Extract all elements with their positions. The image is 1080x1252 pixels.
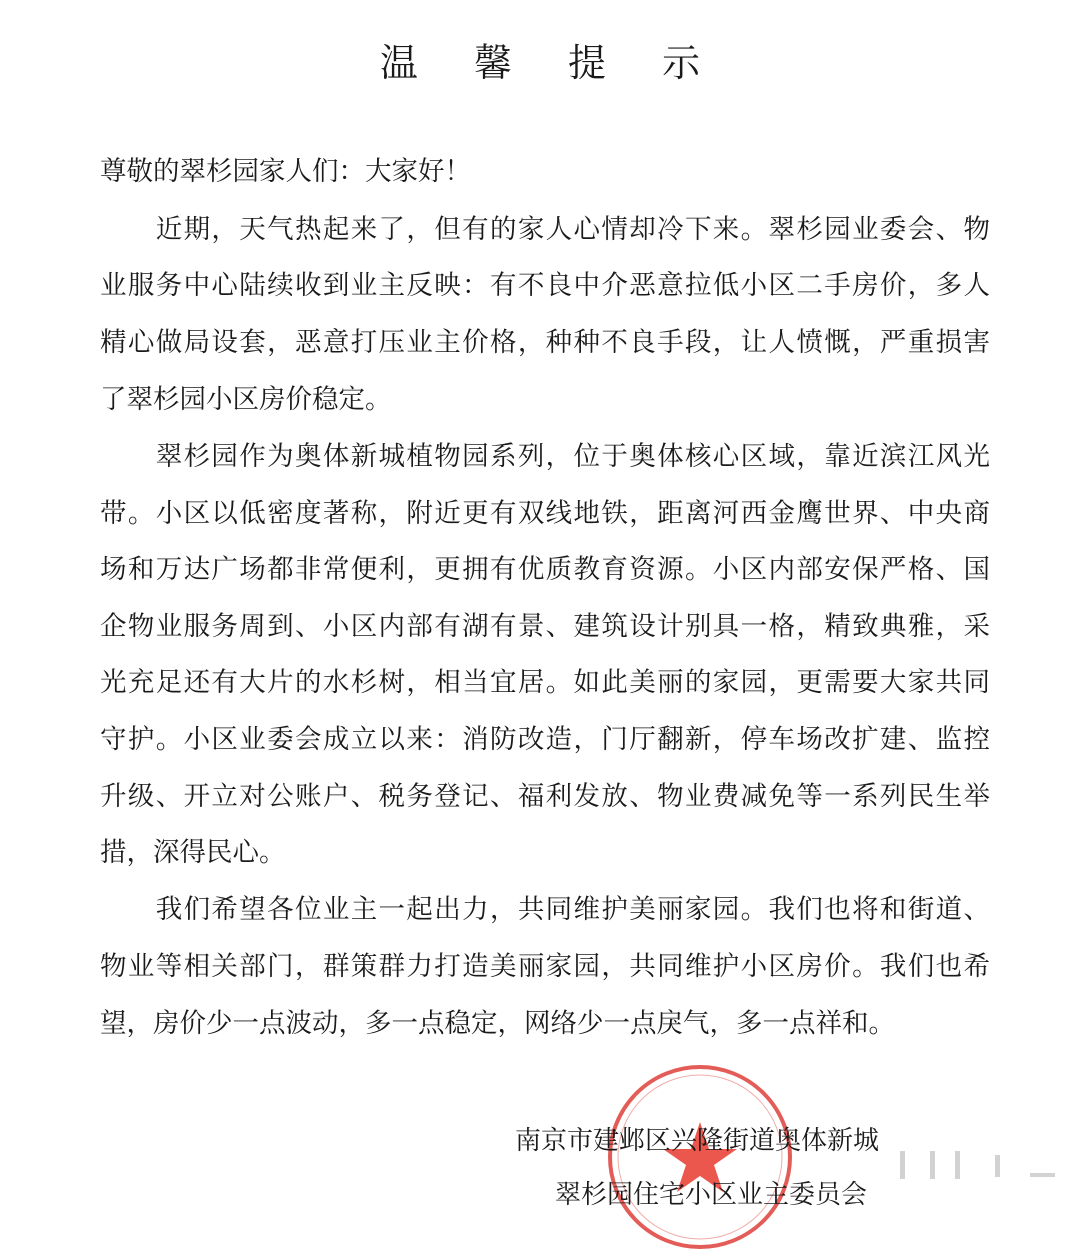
text-line: 守护。小区业委会成立以来：消防改造，门厅翻新，停车场改扩建、监控 xyxy=(100,724,990,755)
text-line: 措，深得民心。 xyxy=(100,837,286,868)
text-line: 翠杉园作为奥体新城植物园系列，位于奥体核心区域，靠近滨江风光 xyxy=(100,441,990,472)
text-line: 企物业服务周到、小区内部有湖有景、建筑设计别具一格，精致典雅，采 xyxy=(100,611,990,642)
text-line: 近期，天气热起来了，但有的家人心情却冷下来。翠杉园业委会、物 xyxy=(100,214,990,245)
text-line: 业服务中心陆续收到业主反映：有不良中介恶意拉低小区二手房价，多人 xyxy=(100,270,990,301)
text-line: 精心做局设套，恶意打压业主价格，种种不良手段，让人愤慨，严重损害 xyxy=(100,327,990,358)
text-line: 带。小区以低密度著称，附近更有双线地铁，距离河西金鹰世界、中央商 xyxy=(100,498,990,529)
text-line: 场和万达广场都非常便利，更拥有优质教育资源。小区内部安保严格、国 xyxy=(100,554,990,585)
greeting: 尊敬的翠杉园家人们：大家好！ xyxy=(100,156,471,187)
watermark xyxy=(900,1145,1060,1185)
text-line: 光充足还有大片的水杉树，相当宜居。如此美丽的家园，更需要大家共同 xyxy=(100,667,990,698)
signature-line-1: 南京市建邺区兴隆街道奥体新城 xyxy=(515,1126,880,1156)
text-line: 我们希望各位业主一起出力，共同维护美丽家园。我们也将和街道、 xyxy=(100,894,990,925)
signature-line-2: 翠杉园住宅小区业主委员会 xyxy=(555,1180,868,1210)
text-line: 物业等相关部门，群策群力打造美丽家园，共同维护小区房价。我们也希 xyxy=(100,951,990,982)
text-line: 望，房价少一点波动，多一点稳定，网络少一点戾气，多一点祥和。 xyxy=(100,1008,895,1039)
text-line: 了翠杉园小区房价稳定。 xyxy=(100,384,392,415)
official-seal xyxy=(605,1062,795,1252)
document-title: 温 馨 提 示 xyxy=(379,41,723,85)
text-line: 升级、开立对公账户、税务登记、福利发放、物业费减免等一系列民生举 xyxy=(100,781,990,812)
